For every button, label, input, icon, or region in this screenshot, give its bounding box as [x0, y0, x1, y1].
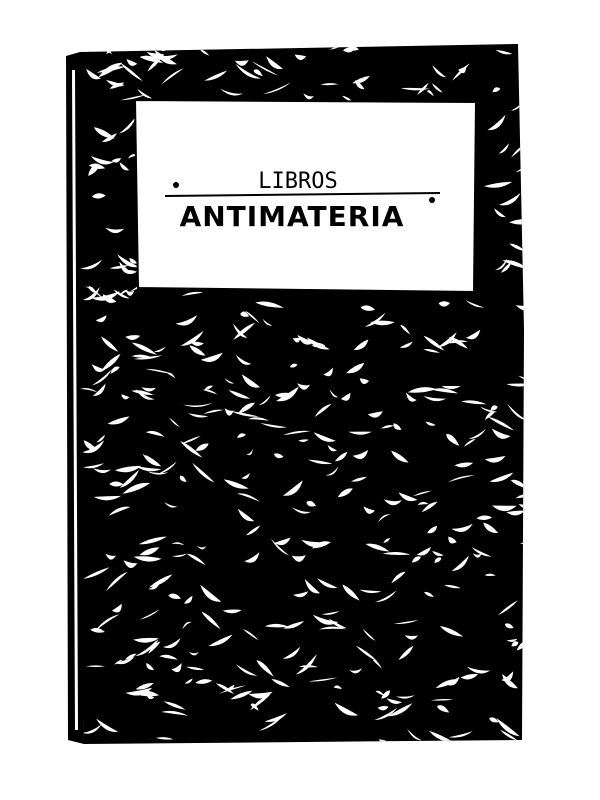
label-subtitle: ANTIMATERIA — [179, 200, 405, 233]
marble-fleck — [307, 746, 320, 754]
marble-fleck — [521, 124, 539, 129]
label-dot-right — [429, 197, 435, 203]
label-dot-left — [173, 182, 179, 188]
marble-fleck — [160, 47, 168, 52]
cover-label — [135, 100, 476, 292]
marble-fleck — [153, 44, 175, 48]
marble-fleck — [524, 202, 538, 212]
marble-fleck — [521, 155, 540, 168]
marble-fleck — [520, 542, 543, 545]
label-title: LIBROS — [258, 169, 338, 194]
